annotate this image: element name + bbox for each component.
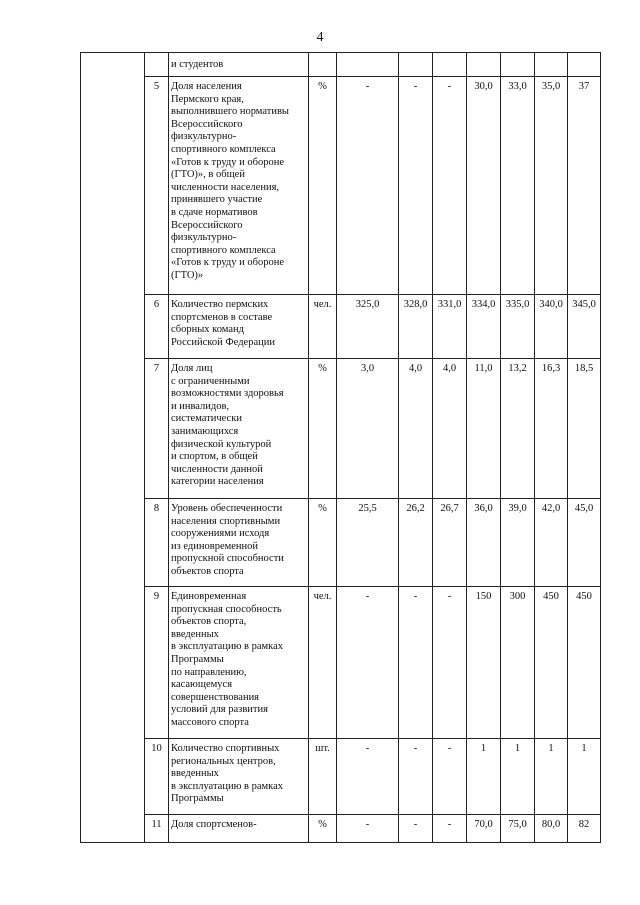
value-cell: 345,0	[568, 295, 601, 359]
unit-cell	[309, 53, 337, 77]
value-cell: 42,0	[535, 499, 568, 587]
value-cell: -	[433, 815, 467, 843]
value-cell: 3,0	[337, 359, 399, 499]
value-cell: -	[433, 739, 467, 815]
left-margin-cell	[81, 53, 145, 843]
value-cell: 39,0	[501, 499, 535, 587]
indicator-name-cell	[169, 739, 309, 815]
value-cell: -	[337, 587, 399, 739]
table-row	[81, 77, 601, 295]
value-cell: -	[433, 77, 467, 295]
indicator-name: Доля лиц с ограниченными возможностями здоровья и инвалидов, систематически занимающихся физической культурой и спортом, в общей численности данной категории населения	[171, 363, 284, 488]
value-cell: -	[433, 587, 467, 739]
value-cell: 33,0	[501, 77, 535, 295]
indicators-table	[80, 52, 601, 843]
indicator-name-cell	[169, 295, 309, 359]
table-body	[81, 53, 601, 843]
value-cell: 18,5	[568, 359, 601, 499]
value-cell: 325,0	[337, 295, 399, 359]
indicator-name: Доля спортсменов-	[171, 819, 257, 830]
value-cell: 334,0	[467, 295, 501, 359]
unit-cell: чел.	[309, 295, 337, 359]
table-row	[81, 587, 601, 739]
unit-cell: %	[309, 499, 337, 587]
value-cell	[467, 53, 501, 77]
value-cell: 25,5	[337, 499, 399, 587]
value-cell: 335,0	[501, 295, 535, 359]
indicator-name: Количество пермских спортсменов в составе сборных команд Российской Федерации	[171, 299, 275, 348]
value-cell: -	[337, 739, 399, 815]
indicator-name: Доля населения Пермского края, выполнившего нормативы Всероссийского физкультурно- спортивного комплекса «Готов к труду и обороне (ГТО)», в общей численности населения, принявшего участие в сдаче нормативов Всероссийского физкультурно- спортивного комплекса «Готов к труду и обороне (ГТО)»	[171, 81, 289, 281]
value-cell: 45,0	[568, 499, 601, 587]
indicator-name: Уровень обеспеченности населения спортивными сооружениями исходя из единовременной пропускной способности объектов спорта	[171, 503, 284, 577]
table-row	[81, 739, 601, 815]
value-cell: 11,0	[467, 359, 501, 499]
value-cell: 1	[535, 739, 568, 815]
value-cell: 4,0	[433, 359, 467, 499]
value-cell	[337, 53, 399, 77]
table-row-continued	[81, 53, 601, 77]
value-cell	[568, 53, 601, 77]
value-cell	[433, 53, 467, 77]
value-cell: 80,0	[535, 815, 568, 843]
value-cell: 82	[568, 815, 601, 843]
indicator-name: Единовременная пропускная способность объектов спорта, введенных в эксплуатацию в рамках Программы по направлению, касающемуся совершенствования условий для развития массового спорта	[171, 591, 284, 728]
row-number: 9	[145, 587, 169, 739]
row-number-cell	[145, 53, 169, 77]
unit-cell: шт.	[309, 739, 337, 815]
unit-cell: %	[309, 77, 337, 295]
indicator-name-cell	[169, 815, 309, 843]
table-row	[81, 815, 601, 843]
row-number: 10	[145, 739, 169, 815]
value-cell	[399, 53, 433, 77]
row-number: 6	[145, 295, 169, 359]
value-cell: 4,0	[399, 359, 433, 499]
unit-cell: %	[309, 359, 337, 499]
value-cell: 16,3	[535, 359, 568, 499]
unit-cell: %	[309, 815, 337, 843]
unit-cell: чел.	[309, 587, 337, 739]
value-cell: 75,0	[501, 815, 535, 843]
value-cell: 13,2	[501, 359, 535, 499]
value-cell	[501, 53, 535, 77]
value-cell: 36,0	[467, 499, 501, 587]
value-cell: 26,7	[433, 499, 467, 587]
value-cell: 1	[501, 739, 535, 815]
value-cell	[535, 53, 568, 77]
indicator-name-cell	[169, 77, 309, 295]
indicator-name: и студентов	[171, 59, 224, 70]
row-number: 11	[145, 815, 169, 843]
value-cell: 331,0	[433, 295, 467, 359]
value-cell: -	[337, 815, 399, 843]
value-cell: 1	[467, 739, 501, 815]
row-number: 5	[145, 77, 169, 295]
table-row	[81, 295, 601, 359]
indicator-name-cell	[169, 499, 309, 587]
value-cell: 70,0	[467, 815, 501, 843]
row-number: 8	[145, 499, 169, 587]
value-cell: 300	[501, 587, 535, 739]
value-cell: -	[399, 815, 433, 843]
page-number: 4	[316, 30, 324, 45]
value-cell: 30,0	[467, 77, 501, 295]
value-cell: -	[337, 77, 399, 295]
value-cell: 26,2	[399, 499, 433, 587]
value-cell: 37	[568, 77, 601, 295]
value-cell: -	[399, 587, 433, 739]
indicator-name-cell	[169, 53, 309, 77]
value-cell: 340,0	[535, 295, 568, 359]
value-cell: 150	[467, 587, 501, 739]
value-cell: 35,0	[535, 77, 568, 295]
value-cell: -	[399, 77, 433, 295]
indicator-name-cell	[169, 587, 309, 739]
value-cell: -	[399, 739, 433, 815]
value-cell: 450	[535, 587, 568, 739]
indicator-name-cell	[169, 359, 309, 499]
table-row	[81, 499, 601, 587]
table-row	[81, 359, 601, 499]
value-cell: 328,0	[399, 295, 433, 359]
indicator-name: Количество спортивных региональных центров, введенных в эксплуатацию в рамках Программы	[171, 743, 284, 805]
value-cell: 450	[568, 587, 601, 739]
value-cell: 1	[568, 739, 601, 815]
row-number: 7	[145, 359, 169, 499]
